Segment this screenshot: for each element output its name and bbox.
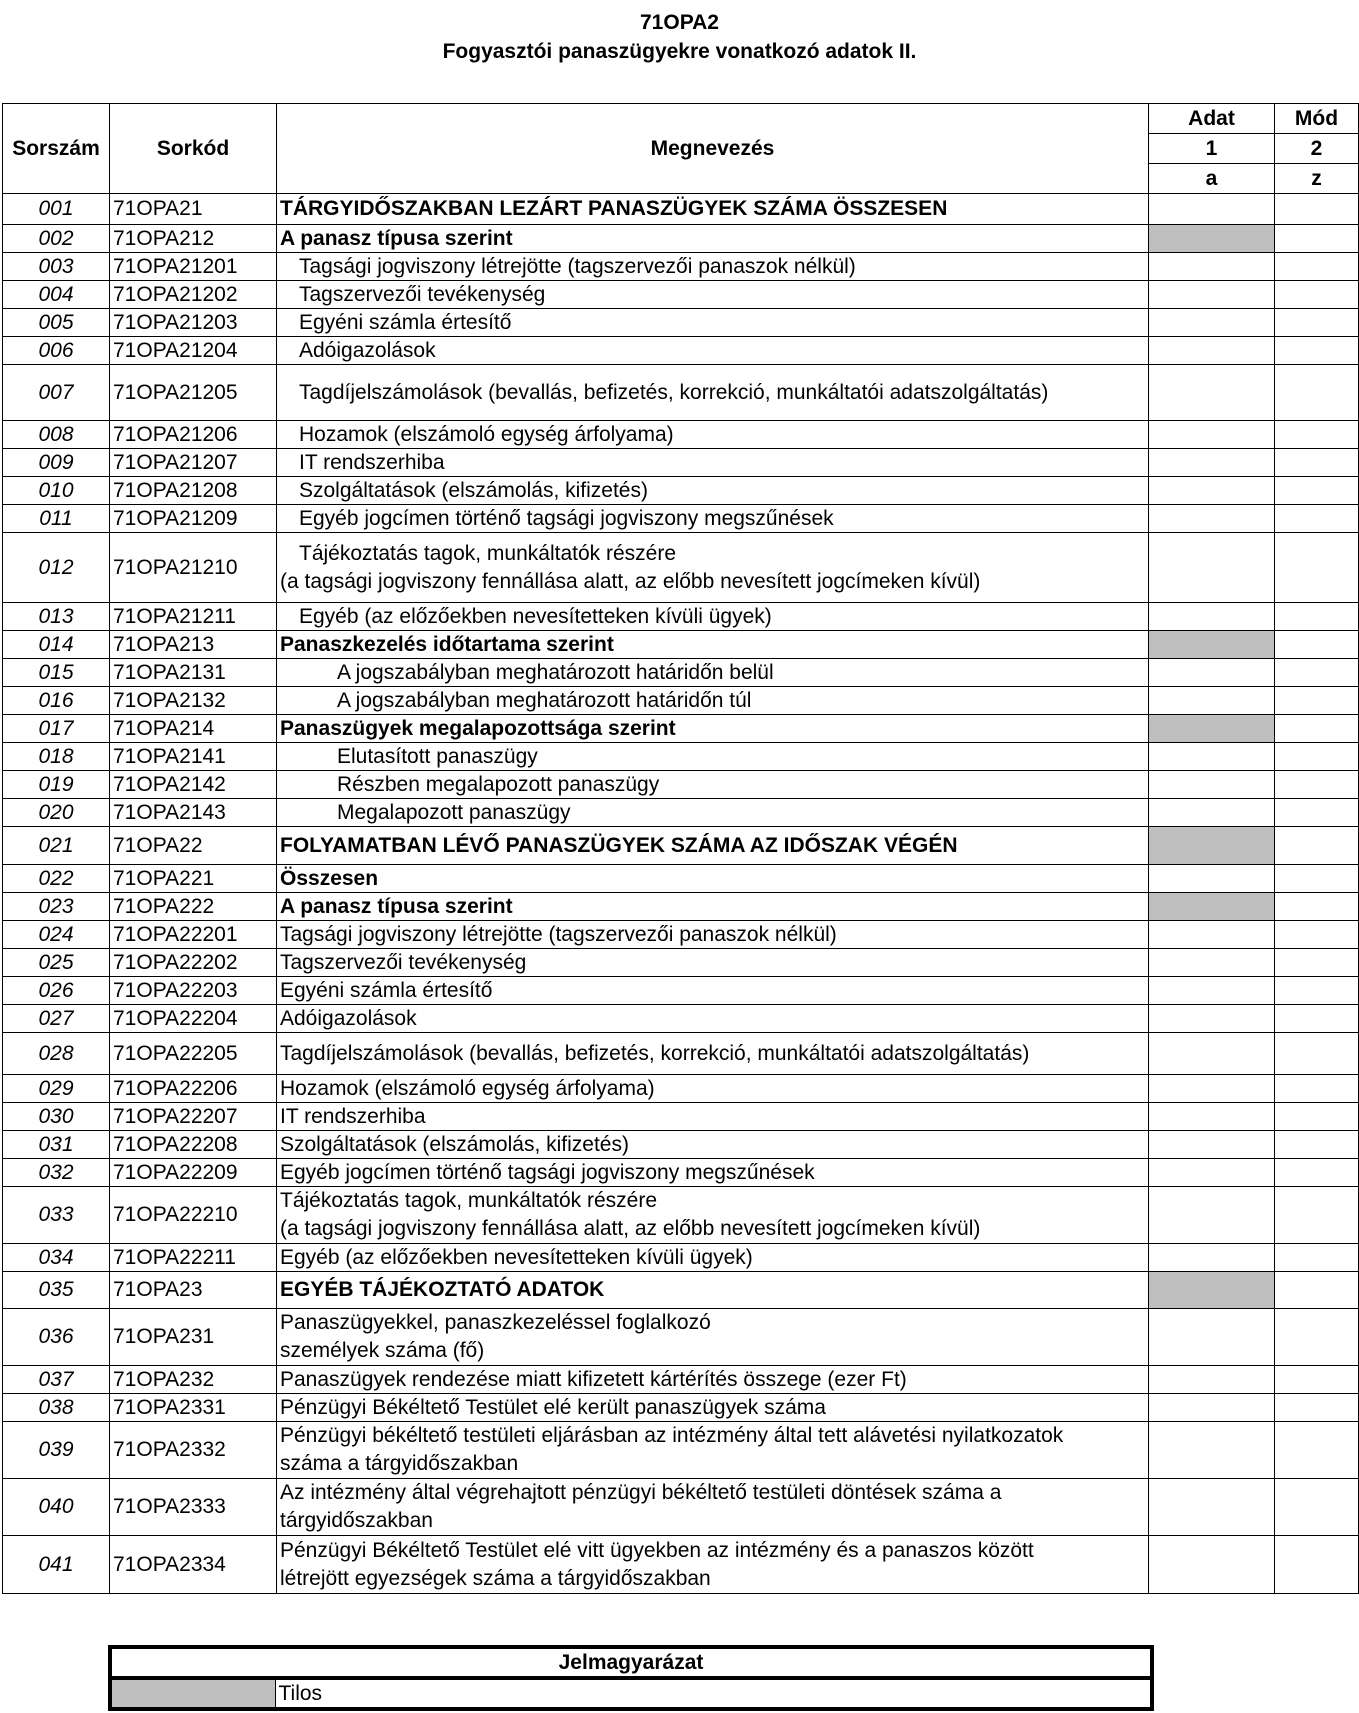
- cell-mod[interactable]: [1275, 603, 1359, 631]
- page-title-block: [0, 8, 1359, 66]
- row-code: 71OPA2334: [110, 1536, 277, 1594]
- header-mod-number: 2: [1275, 134, 1359, 164]
- header-sorszam: Sorszám: [3, 104, 110, 194]
- row-number: 027: [3, 1005, 110, 1033]
- row-name: TÁRGYIDŐSZAKBAN LEZÁRT PANASZÜGYEK SZÁMA ÖSSZESEN: [277, 194, 1149, 225]
- row-number: 013: [3, 603, 110, 631]
- row-number: 008: [3, 421, 110, 449]
- row-number: 011: [3, 505, 110, 533]
- row-name: Egyéb (az előzőekben nevesítetteken kívüli ügyek): [277, 1244, 1149, 1272]
- cell-adat[interactable]: [1149, 1536, 1275, 1594]
- cell-adat[interactable]: [1149, 337, 1275, 365]
- cell-mod[interactable]: [1275, 865, 1359, 893]
- row-name-line2: (a tagsági jogviszony fennállása alatt, az előbb nevesített jogcímeken kívül): [280, 1217, 981, 1240]
- row-number: 022: [3, 865, 110, 893]
- cell-mod[interactable]: [1275, 1103, 1359, 1131]
- row-code: 71OPA21: [110, 194, 277, 225]
- row-code: 71OPA214: [110, 715, 277, 743]
- form-code: 71OPA2: [640, 11, 719, 34]
- table-row: [3, 949, 1359, 977]
- row-name: FOLYAMATBAN LÉVŐ PANASZÜGYEK SZÁMA AZ IDŐSZAK VÉGÉN: [277, 827, 1149, 865]
- row-name: Panaszkezelés időtartama szerint: [277, 631, 1149, 659]
- row-code: 71OPA212: [110, 225, 277, 253]
- row-code: 71OPA21208: [110, 477, 277, 505]
- cell-adat[interactable]: [1149, 253, 1275, 281]
- row-number: 037: [3, 1366, 110, 1394]
- cell-mod[interactable]: [1275, 225, 1359, 253]
- cell-mod[interactable]: [1275, 1536, 1359, 1594]
- cell-adat[interactable]: [1149, 1366, 1275, 1394]
- cell-adat[interactable]: [1149, 1422, 1275, 1479]
- cell-adat-forbidden: [1149, 715, 1275, 743]
- cell-mod[interactable]: [1275, 1479, 1359, 1536]
- row-number: 025: [3, 949, 110, 977]
- row-name: Egyéb jogcímen történő tagsági jogviszony megszűnések: [277, 1159, 1149, 1187]
- cell-adat[interactable]: [1149, 771, 1275, 799]
- row-number: 014: [3, 631, 110, 659]
- cell-mod[interactable]: [1275, 309, 1359, 337]
- cell-mod[interactable]: [1275, 1309, 1359, 1366]
- row-name: Adóigazolások: [277, 337, 1149, 365]
- table-row: [3, 421, 1359, 449]
- row-number: 030: [3, 1103, 110, 1131]
- cell-adat[interactable]: [1149, 309, 1275, 337]
- row-number: 033: [3, 1187, 110, 1244]
- table-row: [3, 281, 1359, 309]
- row-name: Panaszügyek megalapozottsága szerint: [277, 715, 1149, 743]
- row-number: 010: [3, 477, 110, 505]
- header-adat-letter: a: [1149, 164, 1275, 194]
- cell-mod[interactable]: [1275, 715, 1359, 743]
- cell-adat[interactable]: [1149, 1103, 1275, 1131]
- table-row: [3, 1479, 1359, 1536]
- row-code: 71OPA222: [110, 893, 277, 921]
- cell-adat[interactable]: [1149, 949, 1275, 977]
- form-subtitle: Fogyasztói panaszügyekre vonatkozó adatok II.: [442, 40, 917, 63]
- row-code: 71OPA22209: [110, 1159, 277, 1187]
- row-code: 71OPA22: [110, 827, 277, 865]
- table-row: [3, 631, 1359, 659]
- legend-table: [108, 1645, 1154, 1711]
- row-code: 71OPA2332: [110, 1422, 277, 1479]
- table-row: [3, 893, 1359, 921]
- row-name: Hozamok (elszámoló egység árfolyama): [277, 1075, 1149, 1103]
- table-row: [3, 827, 1359, 865]
- row-number: 017: [3, 715, 110, 743]
- row-name-line2: tárgyidőszakban: [280, 1509, 433, 1532]
- cell-mod[interactable]: [1275, 194, 1359, 225]
- cell-adat[interactable]: [1149, 505, 1275, 533]
- row-number: 032: [3, 1159, 110, 1187]
- row-name: Tagszervezői tevékenység: [277, 281, 1149, 309]
- cell-adat[interactable]: [1149, 365, 1275, 421]
- table-row: [3, 1536, 1359, 1594]
- cell-adat[interactable]: [1149, 1131, 1275, 1159]
- row-name: A panasz típusa szerint: [277, 225, 1149, 253]
- cell-mod[interactable]: [1275, 449, 1359, 477]
- table-row: [3, 1033, 1359, 1075]
- row-number: 020: [3, 799, 110, 827]
- cell-mod[interactable]: [1275, 659, 1359, 687]
- row-code: 71OPA22205: [110, 1033, 277, 1075]
- table-row: [3, 1075, 1359, 1103]
- legend-item-label: Tilos: [275, 1678, 1152, 1709]
- cell-mod[interactable]: [1275, 977, 1359, 1005]
- row-code: 71OPA22206: [110, 1075, 277, 1103]
- row-number: 034: [3, 1244, 110, 1272]
- row-code: 71OPA22207: [110, 1103, 277, 1131]
- table-row: [3, 921, 1359, 949]
- row-name: Panaszügyek rendezése miatt kifizetett kártérítés összege (ezer Ft): [277, 1366, 1149, 1394]
- row-code: 71OPA22211: [110, 1244, 277, 1272]
- row-number: 001: [3, 194, 110, 225]
- cell-adat[interactable]: [1149, 194, 1275, 225]
- row-code: 71OPA23: [110, 1272, 277, 1309]
- row-number: 007: [3, 365, 110, 421]
- row-code: 71OPA221: [110, 865, 277, 893]
- cell-adat[interactable]: [1149, 1244, 1275, 1272]
- cell-mod[interactable]: [1275, 477, 1359, 505]
- row-name: Tagsági jogviszony létrejötte (tagszervezői panaszok nélkül): [277, 921, 1149, 949]
- row-number: 024: [3, 921, 110, 949]
- row-name: Szolgáltatások (elszámolás, kifizetés): [277, 477, 1149, 505]
- cell-mod[interactable]: [1275, 631, 1359, 659]
- row-name: Egyéni számla értesítő: [277, 977, 1149, 1005]
- row-number: 026: [3, 977, 110, 1005]
- row-number: 041: [3, 1536, 110, 1594]
- cell-adat[interactable]: [1149, 1159, 1275, 1187]
- row-name-line1: Az intézmény által végrehajtott pénzügyi békéltető testületi döntések száma a: [280, 1481, 1002, 1504]
- cell-mod[interactable]: [1275, 921, 1359, 949]
- row-code: 71OPA2143: [110, 799, 277, 827]
- row-name-line1: Pénzügyi Békéltető Testület elé vitt ügyekben az intézmény és a panaszos között: [280, 1538, 1034, 1562]
- row-code: 71OPA21210: [110, 533, 277, 603]
- row-name: A jogszabályban meghatározott határidőn belül: [277, 659, 1149, 687]
- row-number: 039: [3, 1422, 110, 1479]
- row-code: 71OPA2141: [110, 743, 277, 771]
- table-row: [3, 1394, 1359, 1422]
- row-number: 036: [3, 1309, 110, 1366]
- cell-mod[interactable]: [1275, 771, 1359, 799]
- cell-mod[interactable]: [1275, 827, 1359, 865]
- row-name: IT rendszerhiba: [277, 449, 1149, 477]
- table-row: [3, 1005, 1359, 1033]
- row-name-line1: Tájékoztatás tagok, munkáltatók részére: [280, 1189, 658, 1212]
- row-number: 029: [3, 1075, 110, 1103]
- table-row: [3, 1366, 1359, 1394]
- table-row: [3, 1131, 1359, 1159]
- row-name-line2: létrejött egyezségek száma a tárgyidőszakban: [280, 1566, 711, 1590]
- legend-swatch: [110, 1678, 275, 1709]
- row-name-line1: Pénzügyi békéltető testületi eljárásban az intézmény által tett alávetési nyilatkozatok: [280, 1424, 1064, 1447]
- row-code: 71OPA21206: [110, 421, 277, 449]
- row-code: 71OPA21209: [110, 505, 277, 533]
- table-row: [3, 1422, 1359, 1479]
- row-name: Tagszervezői tevékenység: [277, 949, 1149, 977]
- cell-adat-forbidden: [1149, 893, 1275, 921]
- row-name: Egyéni számla értesítő: [277, 309, 1149, 337]
- row-name-line2: személyek száma (fő): [280, 1339, 485, 1362]
- cell-adat[interactable]: [1149, 533, 1275, 603]
- header-mod: Mód: [1275, 104, 1359, 134]
- cell-adat[interactable]: [1149, 921, 1275, 949]
- row-name: EGYÉB TÁJÉKOZTATÓ ADATOK: [277, 1272, 1149, 1309]
- row-name: [277, 1422, 1149, 1479]
- row-code: 71OPA21204: [110, 337, 277, 365]
- row-name: Adóigazolások: [277, 1005, 1149, 1033]
- row-number: 004: [3, 281, 110, 309]
- cell-mod[interactable]: [1275, 743, 1359, 771]
- cell-adat[interactable]: [1149, 421, 1275, 449]
- row-code: 71OPA22204: [110, 1005, 277, 1033]
- cell-adat-forbidden: [1149, 827, 1275, 865]
- row-name: Pénzügyi Békéltető Testület elé került panaszügyek száma: [277, 1394, 1149, 1422]
- cell-adat-forbidden: [1149, 1272, 1275, 1309]
- row-code: 71OPA22210: [110, 1187, 277, 1244]
- table-row: [3, 225, 1359, 253]
- cell-adat[interactable]: [1149, 1187, 1275, 1244]
- cell-mod[interactable]: [1275, 281, 1359, 309]
- row-number: 009: [3, 449, 110, 477]
- row-code: 71OPA2132: [110, 687, 277, 715]
- cell-adat[interactable]: [1149, 1309, 1275, 1366]
- row-code: 71OPA22201: [110, 921, 277, 949]
- row-name: Tagdíjelszámolások (bevallás, befizetés, korrekció, munkáltatói adatszolgáltatás): [277, 365, 1149, 421]
- header-megnevezes: Megnevezés: [277, 104, 1149, 194]
- row-name: Hozamok (elszámoló egység árfolyama): [277, 421, 1149, 449]
- cell-adat[interactable]: [1149, 799, 1275, 827]
- row-number: 035: [3, 1272, 110, 1309]
- cell-adat-forbidden: [1149, 631, 1275, 659]
- row-name: Egyéb (az előzőekben nevesítetteken kívüli ügyek): [277, 603, 1149, 631]
- cell-mod[interactable]: [1275, 1131, 1359, 1159]
- cell-adat[interactable]: [1149, 477, 1275, 505]
- row-number: 023: [3, 893, 110, 921]
- row-code: 71OPA22202: [110, 949, 277, 977]
- cell-adat[interactable]: [1149, 603, 1275, 631]
- cell-mod[interactable]: [1275, 253, 1359, 281]
- cell-mod[interactable]: [1275, 337, 1359, 365]
- row-number: 015: [3, 659, 110, 687]
- cell-mod[interactable]: [1275, 1394, 1359, 1422]
- cell-adat[interactable]: [1149, 865, 1275, 893]
- row-code: 71OPA21211: [110, 603, 277, 631]
- cell-mod[interactable]: [1275, 799, 1359, 827]
- cell-mod[interactable]: [1275, 1187, 1359, 1244]
- row-name: Részben megalapozott panaszügy: [277, 771, 1149, 799]
- cell-adat[interactable]: [1149, 687, 1275, 715]
- row-name: [277, 1187, 1149, 1244]
- cell-mod[interactable]: [1275, 1422, 1359, 1479]
- row-number: 040: [3, 1479, 110, 1536]
- cell-adat[interactable]: [1149, 977, 1275, 1005]
- legend-title: Jelmagyarázat: [110, 1647, 1152, 1678]
- table-row: [3, 865, 1359, 893]
- row-name: IT rendszerhiba: [277, 1103, 1149, 1131]
- table-row: [3, 449, 1359, 477]
- table-row: [3, 194, 1359, 225]
- row-name: A jogszabályban meghatározott határidőn túl: [277, 687, 1149, 715]
- table-row: [3, 1272, 1359, 1309]
- row-number: 019: [3, 771, 110, 799]
- header-sorkod: Sorkód: [110, 104, 277, 194]
- row-code: 71OPA213: [110, 631, 277, 659]
- cell-mod[interactable]: [1275, 1075, 1359, 1103]
- table-row: [3, 477, 1359, 505]
- cell-mod[interactable]: [1275, 893, 1359, 921]
- row-name: Egyéb jogcímen történő tagsági jogviszony megszűnések: [277, 505, 1149, 533]
- table-row: [3, 743, 1359, 771]
- table-row: [3, 337, 1359, 365]
- row-name: Elutasított panaszügy: [277, 743, 1149, 771]
- data-table: [2, 103, 1359, 1594]
- cell-mod[interactable]: [1275, 1272, 1359, 1309]
- row-number: 038: [3, 1394, 110, 1422]
- table-row: [3, 771, 1359, 799]
- cell-adat[interactable]: [1149, 1075, 1275, 1103]
- cell-adat[interactable]: [1149, 449, 1275, 477]
- cell-adat[interactable]: [1149, 1479, 1275, 1536]
- cell-mod[interactable]: [1275, 533, 1359, 603]
- cell-mod[interactable]: [1275, 365, 1359, 421]
- cell-mod[interactable]: [1275, 505, 1359, 533]
- row-code: 71OPA21202: [110, 281, 277, 309]
- row-number: 003: [3, 253, 110, 281]
- cell-mod[interactable]: [1275, 421, 1359, 449]
- cell-adat[interactable]: [1149, 659, 1275, 687]
- row-name: Tagsági jogviszony létrejötte (tagszervezői panaszok nélkül): [277, 253, 1149, 281]
- row-code: 71OPA2333: [110, 1479, 277, 1536]
- cell-mod[interactable]: [1275, 1159, 1359, 1187]
- cell-mod[interactable]: [1275, 687, 1359, 715]
- row-name: [277, 533, 1149, 603]
- header-adat-number: 1: [1149, 134, 1275, 164]
- row-name: [277, 1309, 1149, 1366]
- row-name: [277, 1536, 1149, 1594]
- row-number: 002: [3, 225, 110, 253]
- row-code: 71OPA21207: [110, 449, 277, 477]
- row-number: 031: [3, 1131, 110, 1159]
- cell-adat[interactable]: [1149, 743, 1275, 771]
- table-row: [3, 715, 1359, 743]
- cell-adat[interactable]: [1149, 1005, 1275, 1033]
- cell-adat[interactable]: [1149, 281, 1275, 309]
- table-row: [3, 1159, 1359, 1187]
- row-name: Összesen: [277, 865, 1149, 893]
- cell-adat[interactable]: [1149, 1394, 1275, 1422]
- table-row: [3, 1103, 1359, 1131]
- cell-mod[interactable]: [1275, 1005, 1359, 1033]
- row-code: 71OPA22203: [110, 977, 277, 1005]
- table-row: [3, 365, 1359, 421]
- table-row: [3, 309, 1359, 337]
- cell-mod[interactable]: [1275, 1366, 1359, 1394]
- table-row: [3, 1244, 1359, 1272]
- row-name: Szolgáltatások (elszámolás, kifizetés): [277, 1131, 1149, 1159]
- row-code: 71OPA21203: [110, 309, 277, 337]
- cell-mod[interactable]: [1275, 1033, 1359, 1075]
- table-row: [3, 1309, 1359, 1366]
- table-row: [3, 603, 1359, 631]
- row-number: 006: [3, 337, 110, 365]
- row-name-line2: száma a tárgyidőszakban: [280, 1452, 519, 1475]
- row-name: A panasz típusa szerint: [277, 893, 1149, 921]
- table-row: [3, 977, 1359, 1005]
- row-name: Tagdíjelszámolások (bevallás, befizetés, korrekció, munkáltatói adatszolgáltatás): [277, 1033, 1149, 1075]
- row-name-line2: (a tagsági jogviszony fennállása alatt, az előbb nevesített jogcímeken kívül): [280, 569, 981, 593]
- row-name-line1: Tájékoztatás tagok, munkáltatók részére: [299, 541, 677, 565]
- header-adat: Adat: [1149, 104, 1275, 134]
- cell-mod[interactable]: [1275, 949, 1359, 977]
- table-row: [3, 253, 1359, 281]
- row-number: 012: [3, 533, 110, 603]
- cell-adat-forbidden: [1149, 225, 1275, 253]
- row-code: 71OPA231: [110, 1309, 277, 1366]
- row-number: 005: [3, 309, 110, 337]
- row-code: 71OPA232: [110, 1366, 277, 1394]
- cell-adat[interactable]: [1149, 1033, 1275, 1075]
- cell-mod[interactable]: [1275, 1244, 1359, 1272]
- row-number: 018: [3, 743, 110, 771]
- table-row: [3, 687, 1359, 715]
- row-code: 71OPA2131: [110, 659, 277, 687]
- row-name-line1: Panaszügyekkel, panaszkezeléssel foglalkozó: [280, 1311, 711, 1334]
- row-code: 71OPA21201: [110, 253, 277, 281]
- row-number: 016: [3, 687, 110, 715]
- row-name: [277, 1479, 1149, 1536]
- row-number: 021: [3, 827, 110, 865]
- row-code: 71OPA22208: [110, 1131, 277, 1159]
- table-row: [3, 505, 1359, 533]
- row-code: 71OPA2142: [110, 771, 277, 799]
- row-number: 028: [3, 1033, 110, 1075]
- row-name: Megalapozott panaszügy: [277, 799, 1149, 827]
- header-mod-letter: z: [1275, 164, 1359, 194]
- row-code: 71OPA2331: [110, 1394, 277, 1422]
- table-row: [3, 533, 1359, 603]
- table-row: [3, 1187, 1359, 1244]
- row-code: 71OPA21205: [110, 365, 277, 421]
- table-row: [3, 659, 1359, 687]
- table-row: [3, 799, 1359, 827]
